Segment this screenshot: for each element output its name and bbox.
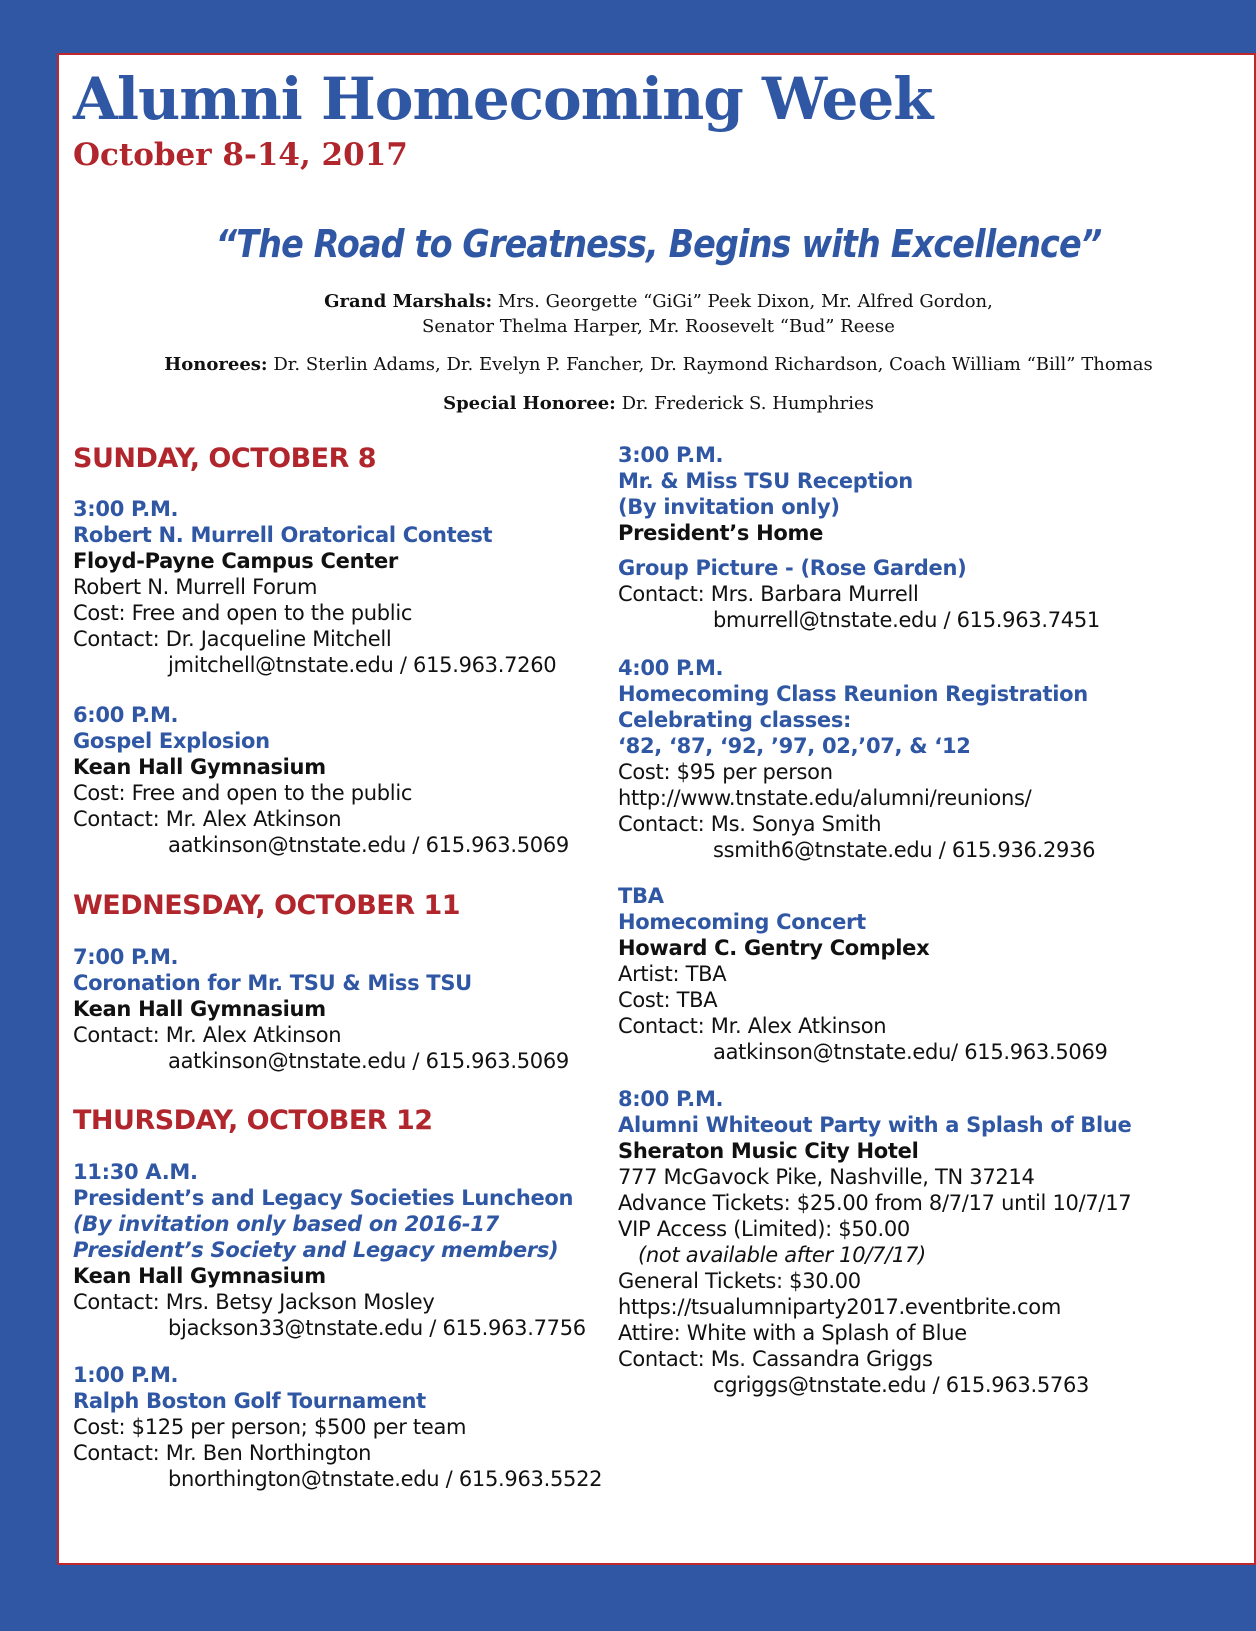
grand-marshals-names: Mrs. Georgette “GiGi” Peek Dixon, Mr. Alfred Gordon, [497,291,993,312]
honorees-line [59,352,1256,377]
grand-marshals-line1 [59,289,1256,314]
event-time: 6:00 P.M. [73,703,179,727]
event-contact: Contact: Mrs. Betsy Jackson Mosley [73,1290,435,1314]
flyer-page [57,53,1256,1565]
event-venue: Kean Hall Gymnasium [73,1264,326,1288]
day-heading-thursday: THURSDAY, OCTOBER 12 [73,1105,433,1136]
event-contact: Contact: Mr. Alex Atkinson [618,1014,887,1038]
event-coronation [73,944,569,1074]
event-cost: Cost: $95 per person [618,760,833,784]
event-cost: Cost: Free and open to the public [73,781,413,805]
event-email: ssmith6@tnstate.edu / 615.936.2936 [713,838,1096,862]
event-attire: Attire: White with a Splash of Blue [618,1321,967,1345]
event-email: aatkinson@tnstate.edu / 615.963.5069 [168,833,569,857]
event-email: bnorthington@tnstate.edu / 615.963.5522 [168,1467,603,1491]
honorees-names: Dr. Sterlin Adams, Dr. Evelyn P. Fancher, Dr. Raymond Richardson, Coach William “Bill” Thomas [273,354,1153,375]
event-party [618,1086,1132,1398]
event-venue: President’s Home [618,521,824,545]
event-name: Homecoming Class Reunion Registration [618,682,1088,706]
honorees-label: Honorees: [164,354,268,375]
motto: “The Road to Greatness, Begins with Excellence” [215,222,1102,266]
event-time: 7:00 P.M. [73,945,179,969]
event-gospel [73,702,569,858]
event-vip-note: (not available after 10/7/17) [638,1243,926,1267]
event-note: President’s Society and Legacy members) [73,1238,559,1262]
event-room: Robert N. Murrell Forum [73,575,318,599]
special-honoree-line [59,391,1256,416]
event-reception [618,442,913,546]
event-name: Group Picture - (Rose Garden) [618,556,967,580]
event-name: Homecoming Concert [618,910,866,934]
event-classes-label: Celebrating classes: [618,708,852,732]
event-cost: Cost: TBA [618,988,718,1012]
event-contact: Contact: Mrs. Barbara Murrell [618,582,919,606]
event-email: cgriggs@tnstate.edu / 615.963.5763 [713,1373,1090,1397]
event-artist: Artist: TBA [618,962,727,986]
event-concert [618,883,1108,1065]
day-heading-sunday: SUNDAY, OCTOBER 8 [73,443,377,474]
event-time: 3:00 P.M. [73,497,179,521]
event-name: Alumni Whiteout Party with a Splash of Blue [618,1113,1132,1137]
event-time: 8:00 P.M. [618,1087,724,1111]
event-venue: Howard C. Gentry Complex [618,936,930,960]
event-vip: VIP Access (Limited): $50.00 [618,1217,910,1241]
event-general-tickets: General Tickets: $30.00 [618,1269,861,1293]
event-time: 11:30 A.M. [73,1160,198,1184]
grand-marshals-line2: Senator Thelma Harper, Mr. Roosevelt “Bud” Reese [422,316,895,337]
event-time: 1:00 P.M. [73,1363,179,1387]
event-group-picture [618,555,1100,633]
event-contact: Contact: Ms. Cassandra Griggs [618,1347,933,1371]
event-venue: Kean Hall Gymnasium [73,997,326,1021]
event-note: (By invitation only) [618,495,840,519]
event-classes: ‘82, ‘87, ‘92, ’97, 02,’07, & ‘12 [618,734,971,758]
event-venue: Kean Hall Gymnasium [73,755,326,779]
page-title: Alumni Homecoming Week [73,65,933,133]
day-heading-wednesday: WEDNESDAY, OCTOBER 11 [73,890,461,921]
event-name: Robert N. Murrell Oratorical Contest [73,523,493,547]
event-email: bmurrell@tnstate.edu / 615.963.7451 [713,608,1100,632]
event-luncheon [73,1159,586,1341]
event-contact: Contact: Mr. Alex Atkinson [73,807,342,831]
event-contact: Contact: Mr. Ben Northington [73,1441,372,1465]
event-cost: Cost: $125 per person; $500 per team [73,1415,467,1439]
event-email: jmitchell@tnstate.edu / 615.963.7260 [168,653,557,677]
event-time: 3:00 P.M. [618,443,724,467]
special-honoree-name: Dr. Frederick S. Humphries [621,393,874,414]
event-golf [73,1362,602,1492]
event-email: aatkinson@tnstate.edu/ 615.963.5069 [713,1040,1108,1064]
event-email: bjackson33@tnstate.edu / 615.963.7756 [168,1316,586,1340]
event-oratorical [73,496,556,678]
event-name: Ralph Boston Golf Tournament [73,1389,426,1413]
grand-marshals-label: Grand Marshals: [324,291,493,312]
event-time: TBA [618,884,664,908]
event-note: (By invitation only based on 2016-17 [73,1212,499,1236]
event-url: http://www.tnstate.edu/alumni/reunions/ [618,786,1032,810]
event-contact: Contact: Dr. Jacqueline Mitchell [73,627,392,651]
event-dates: October 8-14, 2017 [73,137,408,173]
event-address: 777 McGavock Pike, Nashville, TN 37214 [618,1165,1035,1189]
event-time: 4:00 P.M. [618,656,724,680]
event-name: Mr. & Miss TSU Reception [618,469,913,493]
event-name: Coronation for Mr. TSU & Miss TSU [73,971,472,995]
event-venue: Floyd-Payne Campus Center [73,549,398,573]
event-advance-tickets: Advance Tickets: $25.00 from 8/7/17 until 10/7/17 [618,1191,1132,1215]
event-name: Gospel Explosion [73,729,270,753]
event-reunion [618,655,1095,863]
event-name: President’s and Legacy Societies Luncheon [73,1186,574,1210]
event-cost: Cost: Free and open to the public [73,601,413,625]
event-email: aatkinson@tnstate.edu / 615.963.5069 [168,1049,569,1073]
event-venue: Sheraton Music City Hotel [618,1139,919,1163]
event-url: https://tsualumniparty2017.eventbrite.com [618,1295,1061,1319]
event-contact: Contact: Ms. Sonya Smith [618,812,882,836]
special-honoree-label: Special Honoree: [443,393,616,414]
event-contact: Contact: Mr. Alex Atkinson [73,1023,342,1047]
